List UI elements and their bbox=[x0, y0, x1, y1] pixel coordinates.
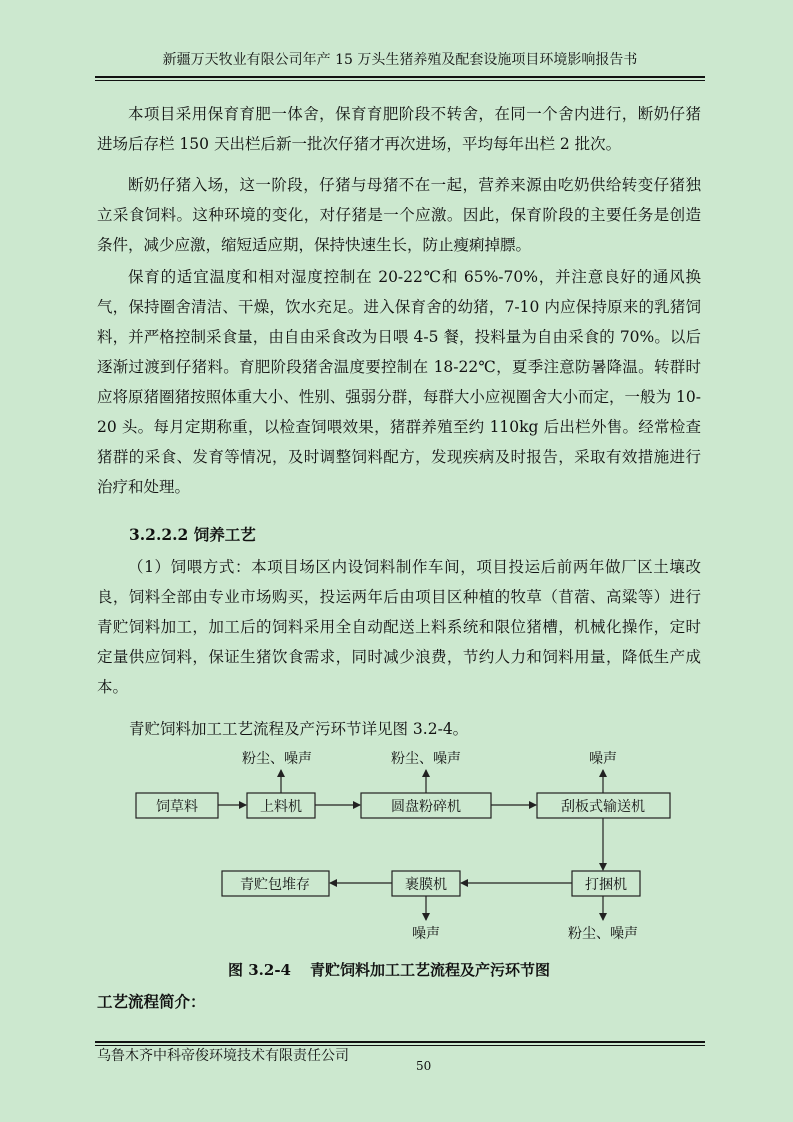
page-number: 50 bbox=[416, 1059, 432, 1073]
section-title: 3.2.2.2 饲养工艺 bbox=[129, 525, 256, 544]
footer-rule bbox=[95, 1041, 705, 1043]
emission-feeder-label: 粉尘、噪声 bbox=[242, 751, 312, 767]
process-subheading: 工艺流程简介： bbox=[97, 992, 206, 1011]
figure-number: 图 3.2-4 bbox=[228, 961, 291, 979]
emission-baler-label: 粉尘、噪声 bbox=[568, 926, 638, 942]
footer-company: 乌鲁木齐中科帝俊环境技术有限责任公司 bbox=[97, 1048, 349, 1064]
figure-caption bbox=[228, 958, 550, 982]
box-feeder-label: 上料机 bbox=[260, 799, 302, 815]
box-baler-label: 打捆机 bbox=[585, 877, 627, 893]
emission-conveyor-label: 噪声 bbox=[589, 751, 617, 767]
box-storage-label: 青贮包堆存 bbox=[240, 877, 310, 893]
box-conveyor-label: 刮板式输送机 bbox=[561, 799, 645, 815]
paragraph-3: 保育的适宜温度和相对湿度控制在 20-22℃和 65%-70%，并注意良好的通风换气，保持圈舍清洁、干燥，饮水充足。进入保育舍的幼猪，7-10 内应保持原来的乳猪饲料，并严格控制采食量，由自由采食改为日喂 4-5 餐，投料量为自由采食的 70%。以后逐渐过渡到仔猪料。育肥阶段猪舍温度要控制在 18-22℃，夏季注意防暑降温。转群时应将原猪圈猪按照体重大小、性别、强弱分群，每群大小应视圈舍大小而定，一般为 10-20 头。每月定期称重，以检查饲喂效果，猪群养殖至约 110kg 后出栏外售。经常检查猪群的采食、发育等情况，及时调整饲料配方，发现疾病及时报告，采取有效措施进行治疗和处理。 bbox=[97, 268, 701, 496]
figure-title: 青贮饲料加工工艺流程及产污环节图 bbox=[310, 961, 551, 979]
box-crusher-label: 圆盘粉碎机 bbox=[391, 799, 461, 815]
box-forage-label: 饲草料 bbox=[156, 799, 198, 815]
page-header: 新疆万天牧业有限公司年产 15 万头生猪养殖及配套设施项目环境影响报告书 bbox=[162, 52, 638, 68]
emission-wrapper-label: 噪声 bbox=[412, 926, 440, 942]
box-wrapper-label: 裹膜机 bbox=[405, 877, 447, 893]
paragraph-1: 本项目采用保育育肥一体舍，保育育肥阶段不转舍，在同一个舍内进行，断奶仔猪进场后存栏 150 天出栏后新一批次仔猪才再次进场，平均每年出栏 2 批次。 bbox=[97, 105, 701, 153]
emission-crusher-label: 粉尘、噪声 bbox=[391, 751, 461, 767]
figure-intro: 青贮饲料加工工艺流程及产污环节详见图 3.2-4。 bbox=[129, 720, 469, 738]
feeding-paragraph: （1）饲喂方式：本项目场区内设饲料制作车间，项目投运后前两年做厂区土壤改良，饲料全部由专业市场购买，投运两年后由项目区种植的牧草（苜蓿、高粱等）进行青贮饲料加工，加工后的饲料采用全自动配送上料系统和限位猪槽，机械化操作，定时定量供应饲料，保证生猪饮食需求，同时减少浪费，节约人力和饲料用量，降低生产成本。 bbox=[97, 558, 701, 696]
paragraph-2: 断奶仔猪入场，这一阶段，仔猪与母猪不在一起，营养来源由吃奶供给转变仔猪独立采食饲料。这种环境的变化，对仔猪是一个应激。因此，保育阶段的主要任务是创造条件，减少应激，缩短适应期，保持快速生长，防止瘦痢掉膘。 bbox=[97, 176, 701, 254]
